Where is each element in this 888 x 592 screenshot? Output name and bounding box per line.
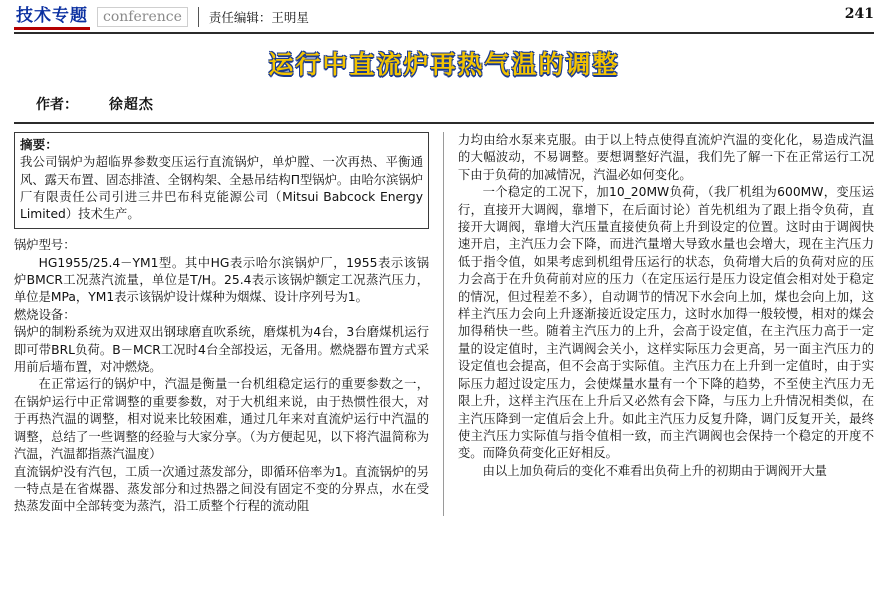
- section-body-combustion: 锅炉的制粉系统为双进双出钢球磨直吹系统，磨煤机为4台，3台磨煤机运行即可带BRL负荷。B－MCR工况时4台全部投运，无备用。燃烧器布置方式采用前后墙布置，对冲燃烧。: [14, 325, 429, 375]
- right-paragraph-3: 由以上加负荷后的变化不难看出负荷上升的初期由于调阀开大量: [482, 463, 827, 478]
- page-title: 运行中直流炉再热气温的调整: [268, 50, 620, 79]
- author-name: 徐超杰: [108, 97, 154, 113]
- header-divider: [198, 7, 199, 27]
- header-rule: [14, 32, 874, 34]
- brand-latin-label: conference: [97, 7, 188, 27]
- right-paragraph-2: 一个稳定的工况下，加10_20MW负荷，（我厂机组为600MW，变压运行，直接开大调阀，靠增下，在后面讨论）首先机组为了跟上指令负荷，直接开大调阀，靠增大汽压量直接使负荷上升到设定的位置。这时由于调阀快速开启，主汽压力会下降，而进汽量增大导致水量也会增大，现在主汽压力低于指令值，如果考虑到机组骨压运行的状态，负荷增大后的负荷对应的压力会高于在升负荷前对应的压力（在定压运行是压力设定值会相对处于稳定的情况，但过程差不多），自动调节的情况下水会向上加，煤也会向上加，这样主汽压力会向上升逐渐接近设定压力，这时水加得一般较慢，相对的煤会加得稍快一些。随着主汽压力的上升，会高于设定值，在主汽压力高于一定量的设定值时，主汽调阀会关小，这样实际压力会更高，另一面主汽压力的设定值也会提高，但不会高于实际值。主汽压力在上升到一定值时，由于实际压力超过设定压力，会使煤量水量有一个下降的趋势，不至使主汽压力无限上升，这样主汽压在上升后又必然有会下降，与压力上升情况相类似，在主汽压降到一定值后会上升。如此主汽压力反复升降，调门反复开关，最终使主汽压力实际值与指令值相一致，而主汽调阀也会保持一个稳定的开度不变。而降负荷变化正好相反。: [458, 185, 874, 461]
- left-paragraph-4: 直流锅炉没有汽包，工质一次通过蒸发部分，即循环倍率为1。直流锅炉的另一特点是在省煤器、蒸发部分和过热器之间没有固定不变的分界点，水在受热蒸发面中全部转变为蒸汽，沿工质整个行程的流动阻: [14, 464, 429, 514]
- left-column: [14, 132, 444, 516]
- author-line: [14, 94, 874, 114]
- editor-label: 责任编辑：王明星: [208, 10, 309, 25]
- left-paragraph-3: 在正常运行的锅炉中，汽温是衡量一台机组稳定运行的重要参数之一，在锅炉运行中正常调整的重要参数，对于大机组来说，由于热惯性很大，对于再热汽温的调整，相对说来比较困难，通过几年来对直流炉运行中汽温的调整，总结了一些调整的经验与大家分享。（为方便起见，以下将汽温简称为汽温，汽温都指蒸汽温度）: [14, 377, 429, 462]
- body-columns: [14, 132, 874, 516]
- section-body-model: HG1955/25.4－YM1型。其中HG表示哈尔滨锅炉厂，1955表示该锅炉BMCR工况蒸汽流量，单位是T/H。25.4表示该锅炉额定工况蒸汽压力，单位是MPa，YM1表示该锅炉设计煤种为烟煤、设计序列号为1。: [14, 255, 429, 305]
- author-label: 作者：: [36, 97, 78, 113]
- section-heading-combustion: 燃烧设备：: [14, 307, 76, 322]
- page-number: 241: [844, 6, 874, 22]
- section-heading-model: 锅炉型号：: [14, 238, 76, 253]
- title-band: [14, 44, 874, 82]
- abstract-box: [14, 132, 429, 229]
- brand-title: 技术专题: [14, 5, 90, 30]
- title-rule: [14, 122, 874, 124]
- right-paragraph-1: 力均由给水泵来克服。由于以上特点使得直流炉汽温的变化化，易造成汽温的大幅波动，不易调整。要想调整好汽温，我们先了解一下在正常运行工况下由于负荷的加减情况，汽温必如何变化。: [458, 133, 874, 182]
- document-page: [0, 4, 888, 592]
- right-column: [444, 132, 874, 516]
- abstract-label: 摘要：: [20, 137, 58, 152]
- page-header: [14, 4, 874, 30]
- abstract-text: 我公司锅炉为超临界参数变压运行直流锅炉，单炉膛、一次再热、平衡通风、露天布置、固态排渣、全钢构架、全悬吊结构Π型锅炉。由哈尔滨锅炉厂有限责任公司引进三井巴布科克能源公司（Mitsui Babcock Energy Limited）技术生产。: [20, 155, 423, 222]
